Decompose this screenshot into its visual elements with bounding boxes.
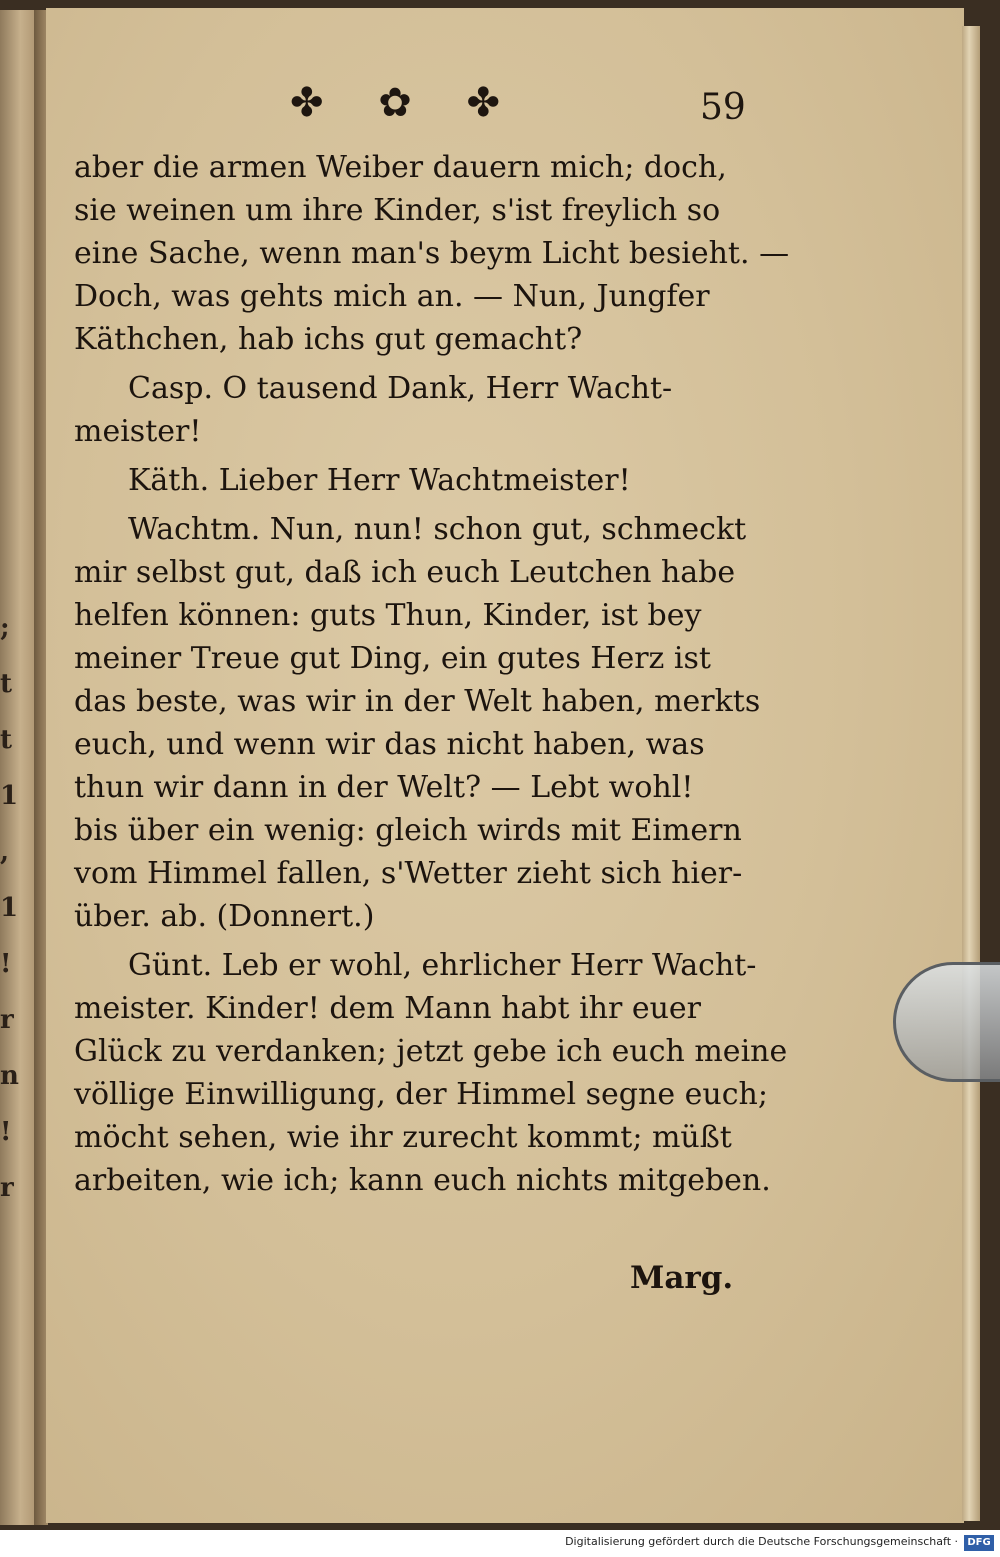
text-line: eine Sache, wenn man's beym Licht besieht. — xyxy=(74,236,790,271)
text-line: mir selbst gut, daß ich euch Leutchen habe xyxy=(74,555,736,590)
text-line: meister! xyxy=(74,414,202,449)
text-line: euch, und wenn wir das nicht haben, was xyxy=(74,727,705,762)
left-page-bleed-text xyxy=(0,600,19,1216)
text-line: helfen können: guts Thun, Kinder, ist bey xyxy=(74,598,702,633)
text-line: das beste, was wir in der Welt haben, merkts xyxy=(74,684,761,719)
catchword: Marg. xyxy=(630,1260,734,1296)
text-line: möcht sehen, wie ihr zurecht kommt; müßt xyxy=(74,1120,732,1155)
text-line: sie weinen um ihre Kinder, s'ist freylich so xyxy=(74,193,721,228)
speech-line: Casp. O tausend Dank, Herr Wacht- xyxy=(128,371,673,406)
bleed-letter: t xyxy=(0,725,13,755)
page-stack-edge xyxy=(962,26,980,1521)
bleed-letter: 1 xyxy=(0,781,19,811)
page-text xyxy=(74,146,790,1202)
text-line: meiner Treue gut Ding, ein gutes Herz ist xyxy=(74,641,711,676)
text-line: bis über ein wenig: gleich wirds mit Eimern xyxy=(74,813,742,848)
bleed-letter: r xyxy=(0,1173,14,1203)
ornament-right-icon: ✤ xyxy=(466,80,500,126)
ornament-left-icon: ✤ xyxy=(290,80,324,126)
text-line: arbeiten, wie ich; kann euch nichts mitgeben. xyxy=(74,1163,771,1198)
page-number: 59 xyxy=(700,87,746,128)
text-line: völlige Einwilligung, der Himmel segne euch; xyxy=(74,1077,768,1112)
bleed-letter: , xyxy=(0,837,10,867)
text-line: Doch, was gehts mich an. — Nun, Jungfer xyxy=(74,279,710,314)
text-line: thun wir dann in der Welt? — Lebt wohl! xyxy=(74,770,694,805)
footer-bar xyxy=(0,1532,1000,1557)
speech-line: Günt. Leb er wohl, ehrlicher Herr Wacht- xyxy=(128,948,757,983)
bleed-letter: ! xyxy=(0,1117,12,1147)
bleed-letter: r xyxy=(0,1005,14,1035)
speech-line: Käth. Lieber Herr Wachtmeister! xyxy=(128,463,631,498)
text-line: über. ab. (Donnert.) xyxy=(74,899,375,934)
bleed-letter: n xyxy=(0,1061,19,1091)
ornament-flower-icon: ✿ xyxy=(378,80,412,126)
footer-credit: Digitalisierung gefördert durch die Deutsche Forschungsgemeinschaft · xyxy=(565,1535,958,1548)
text-line: meister. Kinder! dem Mann habt ihr euer xyxy=(74,991,702,1026)
text-line: Käthchen, hab ichs gut gemacht? xyxy=(74,322,583,357)
speech-line: Wachtm. Nun, nun! schon gut, schmeckt xyxy=(128,512,747,547)
text-line: vom Himmel fallen, s'Wetter zieht sich hier- xyxy=(74,856,743,891)
text-line: aber die armen Weiber dauern mich; doch, xyxy=(74,150,727,185)
bleed-letter: 1 xyxy=(0,893,19,923)
header-ornament xyxy=(290,80,500,126)
bleed-letter: ! xyxy=(0,949,12,979)
bleed-letter: t xyxy=(0,669,13,699)
bleed-letter: ; xyxy=(0,613,10,643)
dfg-logo-icon: DFG xyxy=(964,1535,994,1551)
text-line: Glück zu verdanken; jetzt gebe ich euch meine xyxy=(74,1034,788,1069)
